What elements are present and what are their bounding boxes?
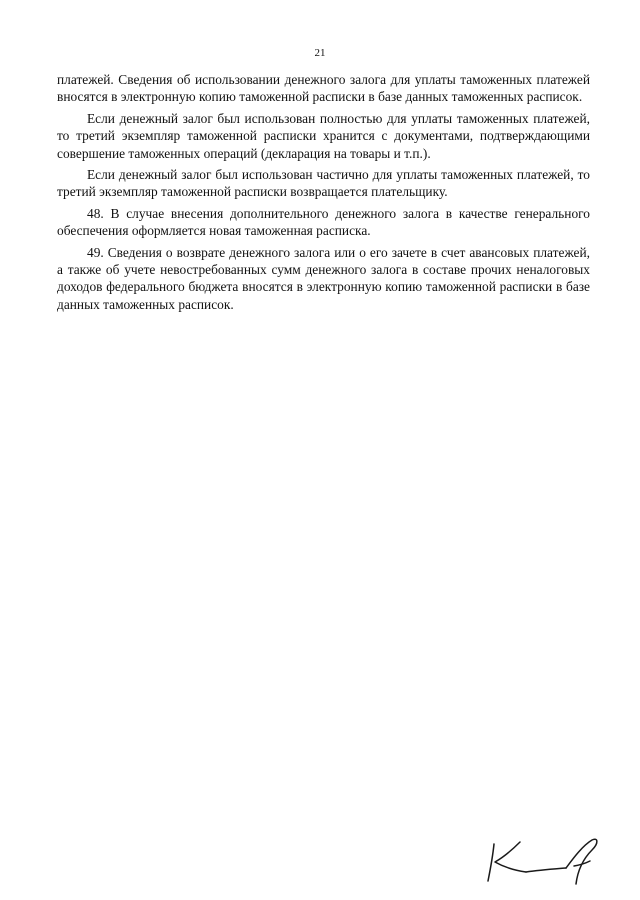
signature-stroke-diagonal	[495, 842, 526, 872]
paragraph-item-48: 48. В случае внесения дополнительного денежного залога в качестве генерального обеспечения оформляется новая таможенная расписка.	[57, 205, 590, 239]
paragraph-continuation: платежей. Сведения об использовании денежного залога для уплаты таможенных платежей вносятся в электронную копию таможенной расписки в базе данных таможенных расписок.	[57, 72, 590, 105]
handwritten-signature	[478, 836, 604, 886]
signature-stroke-loop	[566, 839, 597, 884]
signature-stroke-vertical	[488, 844, 494, 881]
paragraph-full-use: Если денежный залог был использован полностью для уплаты таможенных платежей, то третий экземпляр таможенной расписки хранится с документами, подтверждающими совершение таможенных операций (декларация на товары и т.п.).	[57, 110, 590, 161]
page-number: 21	[314, 47, 326, 59]
signature-stroke-baseline	[526, 868, 566, 872]
paragraph-item-49: 49. Сведения о возврате денежного залога или о его зачете в счет авансовых платежей, а также об учете невостребованных сумм денежного залога в составе прочих неналоговых доходов федерального бюджета вносятся в электронную копию таможенной расписки в базе данных таможенных расписок.	[57, 244, 590, 312]
document-body	[57, 71, 590, 313]
paragraph-partial-use: Если денежный залог был использован частично для уплаты таможенных платежей, то третий экземпляр таможенной расписки возвращается плательщику.	[57, 167, 590, 200]
